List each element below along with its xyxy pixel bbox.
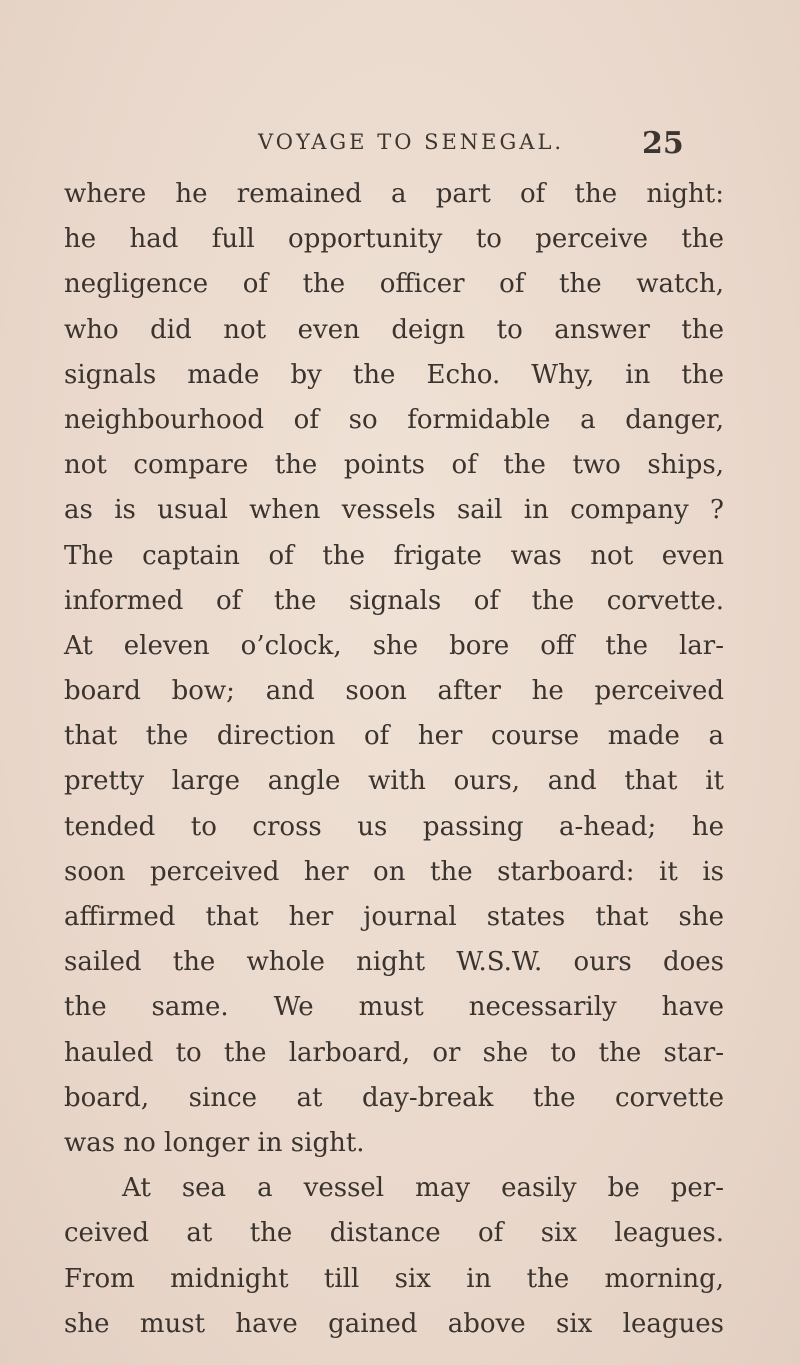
- paragraph-start-line: At sea a vessel may easily be per-: [122, 1173, 724, 1204]
- text-line: informed of the signals of the corvette.: [64, 585, 724, 616]
- text-line: From midnight till six in the morning,: [64, 1263, 724, 1294]
- text-line: neighbourhood of so formidable a danger,: [64, 404, 724, 435]
- text-line: he had full opportunity to perceive the: [64, 224, 724, 255]
- text-line: pretty large angle with ours, and that it: [64, 766, 724, 797]
- text-line: where he remained a part of the night:: [64, 179, 724, 209]
- text-line: as is usual when vessels sail in company ?: [64, 495, 724, 526]
- text-line: signals made by the Echo. Why, in the: [64, 359, 724, 390]
- page-number: 25: [642, 126, 684, 161]
- running-head: [0, 126, 800, 166]
- text-line: affirmed that her journal states that she: [64, 902, 724, 932]
- text-line: board bow; and soon after he perceived: [64, 676, 724, 707]
- text-line: tended to cross us passing a-head; he: [64, 811, 724, 842]
- body-text: [64, 172, 724, 1347]
- text-line: sailed the whole night W.S.W. ours does: [64, 947, 724, 978]
- paragraph-end-line: was no longer in sight.: [64, 1127, 365, 1158]
- text-line: ceived at the distance of six leagues.: [64, 1218, 724, 1249]
- text-line: the same. We must necessarily have: [64, 992, 724, 1023]
- text-line: that the direction of her course made a: [64, 721, 724, 752]
- running-title: VOYAGE TO SENEGAL.: [258, 130, 565, 154]
- text-line: board, since at day-break the corvette: [64, 1082, 724, 1113]
- text-line: who did not even deign to answer the: [64, 314, 724, 345]
- text-line: hauled to the larboard, or she to the star-: [64, 1037, 724, 1068]
- text-line: she must have gained above six leagues: [64, 1308, 724, 1339]
- text-line: At eleven o’clock, she bore off the lar-: [64, 630, 724, 661]
- text-line: The captain of the frigate was not even: [64, 540, 724, 571]
- text-line: negligence of the officer of the watch,: [64, 269, 724, 300]
- text-line: not compare the points of the two ships,: [64, 450, 724, 481]
- text-line: soon perceived her on the starboard: it is: [64, 856, 724, 887]
